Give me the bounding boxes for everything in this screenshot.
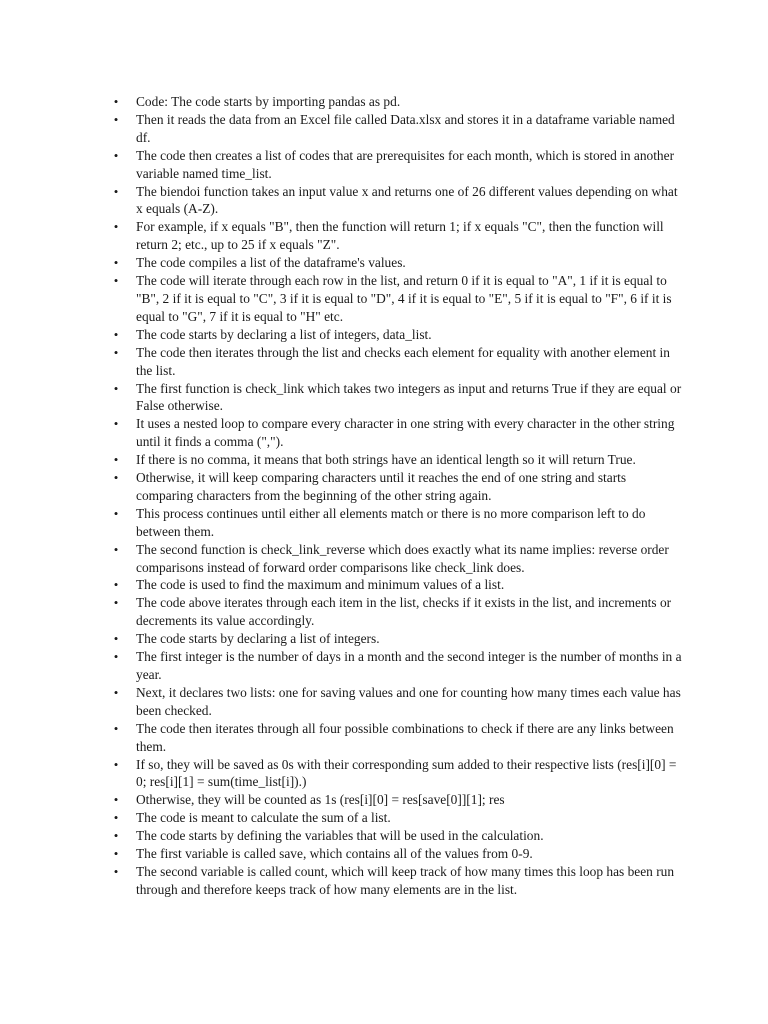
bullet-icon: • xyxy=(113,416,119,432)
bullet-icon: • xyxy=(113,255,119,271)
bullet-text: Next, it declares two lists: one for saving values and one for counting how many times each value has been checked. xyxy=(136,684,681,718)
list-item xyxy=(111,809,685,827)
list-item xyxy=(111,254,685,272)
bullet-icon: • xyxy=(113,273,119,289)
list-item xyxy=(111,272,685,326)
list-item xyxy=(111,594,685,630)
bullet-icon: • xyxy=(113,756,119,772)
bullet-icon: • xyxy=(113,505,119,521)
bullet-text: The first variable is called save, which contains all of the values from 0-9. xyxy=(136,846,533,862)
bullet-icon: • xyxy=(113,147,119,163)
bullet-text: The first function is check_link which takes two integers as input and returns True if they are equal or False otherwise. xyxy=(136,380,682,414)
bullet-icon: • xyxy=(113,183,119,199)
bullet-icon: • xyxy=(113,792,119,808)
list-item xyxy=(111,845,685,863)
bullet-icon: • xyxy=(113,94,119,109)
bullet-text: For example, if x equals "B", then the function will return 1; if x equals "C", then the function will return 2; etc., up to 25 if x equals "Z". xyxy=(136,219,664,253)
bullet-text: Otherwise, it will keep comparing characters until it reaches the end of one string and starts comparing characters from the beginning of the other string again. xyxy=(136,470,627,503)
list-item xyxy=(111,684,685,720)
bullet-text: The code then iterates through the list and checks each element for equality with another element in the list. xyxy=(136,344,670,378)
list-item xyxy=(111,415,685,451)
list-item xyxy=(111,827,685,845)
list-item xyxy=(111,791,685,809)
bullet-icon: • xyxy=(113,720,119,736)
list-item xyxy=(111,720,685,756)
bullet-text: The first integer is the number of days in a month and the second integer is the number of months in a year. xyxy=(136,649,682,682)
list-item xyxy=(111,344,685,380)
bullet-text: Otherwise, they will be counted as 1s (res[i][0] = res[save[0]][1]; res xyxy=(136,792,505,808)
bullet-text: The code starts by declaring a list of integers, data_list. xyxy=(136,326,432,342)
bullet-icon: • xyxy=(113,111,119,127)
bullet-icon: • xyxy=(113,846,119,862)
bullet-text: If so, they will be saved as 0s with their corresponding sum added to their respective lists (res[i][0] = 0; res[i][1] = sum(time_list[i]).) xyxy=(136,756,677,790)
bullet-icon: • xyxy=(113,344,119,360)
list-item xyxy=(111,541,685,577)
bullet-icon: • xyxy=(113,595,119,611)
list-item xyxy=(111,756,685,792)
bullet-text: The code then creates a list of codes that are prerequisites for each month, which is stored in another variable named time_list. xyxy=(136,147,675,181)
bullet-text: The code will iterate through each row in the list, and return 0 if it is equal to "A", 1 if it is equal to "B", 2 if it is equal to "C", 3 if it is equal to "D", 4 if it is equal to "E", 5 if it is equal to "F", 6 if it is equal to "G", 7 if it is equal to "H" etc. xyxy=(136,273,672,324)
bullet-icon: • xyxy=(113,810,119,826)
bullet-list xyxy=(111,93,685,899)
bullet-text: The second function is check_link_reverse which does exactly what its name implies: reverse order comparisons instead of forward order comparisons like check_link does. xyxy=(136,541,669,575)
list-item xyxy=(111,469,685,505)
list-item xyxy=(111,505,685,541)
bullet-icon: • xyxy=(113,326,119,342)
list-item xyxy=(111,111,685,147)
bullet-text: The biendoi function takes an input value x and returns one of 26 different values depending on what x equals (A-Z). xyxy=(136,183,678,217)
bullet-text: The code is used to find the maximum and minimum values of a list. xyxy=(136,577,505,593)
bullet-icon: • xyxy=(113,452,119,468)
list-item xyxy=(111,576,685,594)
bullet-icon: • xyxy=(113,219,119,235)
bullet-icon: • xyxy=(113,541,119,557)
bullet-icon: • xyxy=(113,684,119,700)
list-item xyxy=(111,147,685,183)
list-item xyxy=(111,630,685,648)
list-item xyxy=(111,93,685,111)
bullet-text: This process continues until either all elements match or there is no more comparison left to do between them. xyxy=(136,505,646,539)
bullet-icon: • xyxy=(113,577,119,593)
bullet-text: The code is meant to calculate the sum of a list. xyxy=(136,810,391,826)
bullet-icon: • xyxy=(113,828,119,844)
bullet-text: The second variable is called count, which will keep track of how many times this loop has been run through and therefore keeps track of how many elements are in the list. xyxy=(136,863,675,897)
bullet-text: The code starts by defining the variables that will be used in the calculation. xyxy=(136,828,544,844)
bullet-icon: • xyxy=(113,649,119,665)
bullet-icon: • xyxy=(113,470,119,486)
list-item xyxy=(111,380,685,416)
bullet-text: The code starts by declaring a list of integers. xyxy=(136,631,380,647)
bullet-text: It uses a nested loop to compare every character in one string with every character in the other string until it finds a comma (","). xyxy=(136,416,675,450)
bullet-icon: • xyxy=(113,631,119,647)
list-item xyxy=(111,183,685,219)
bullet-text: The code then iterates through all four possible combinations to check if there are any links between them. xyxy=(136,720,674,754)
list-item xyxy=(111,451,685,469)
bullet-text: Then it reads the data from an Excel file called Data.xlsx and stores it in a dataframe variable named df. xyxy=(136,111,675,145)
bullet-icon: • xyxy=(113,863,119,879)
bullet-text: If there is no comma, it means that both strings have an identical length so it will return True. xyxy=(136,452,636,468)
bullet-icon: • xyxy=(113,380,119,396)
list-item xyxy=(111,326,685,344)
list-item xyxy=(111,863,685,899)
bullet-text: The code compiles a list of the dataframe's values. xyxy=(136,255,406,271)
bullet-text: The code above iterates through each item in the list, checks if it exists in the list, and increments or decrements its value accordingly. xyxy=(136,595,672,629)
list-item xyxy=(111,218,685,254)
bullet-text: Code: The code starts by importing pandas as pd. xyxy=(136,94,401,109)
list-item xyxy=(111,648,685,684)
